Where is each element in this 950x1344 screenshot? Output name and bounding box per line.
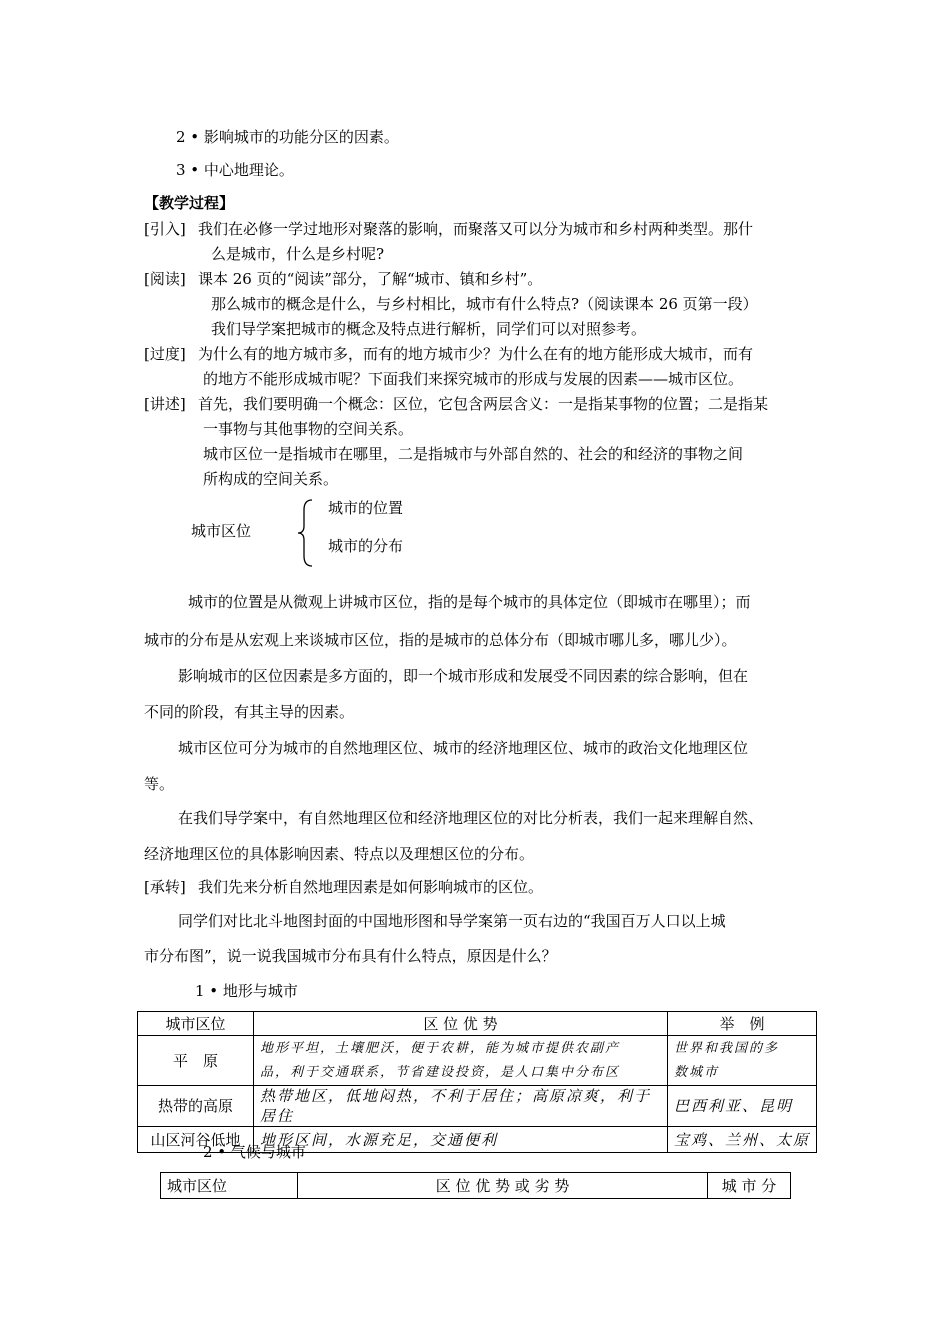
- brace-branch-position: 城市的位置: [328, 499, 404, 517]
- intro-line-2: 么是城市，什么是乡村呢?: [211, 245, 385, 263]
- lecture-line-2: 一事物与其他事物的空间关系。: [203, 420, 414, 438]
- table-header-cell: 城 市 分: [708, 1173, 791, 1199]
- table-header-cell: 举 例: [668, 1012, 817, 1036]
- paragraph-4-line-2: 经济地理区位的具体影响因素、特点以及理想区位的分布。: [144, 845, 535, 863]
- paragraph-2-line-2: 不同的阶段，有其主导的因素。: [144, 703, 355, 721]
- example-line: 数城市: [674, 1064, 720, 1080]
- table-cell-example: 巴西利亚、昆明: [668, 1086, 817, 1127]
- paragraph-3-line-2: 等。: [144, 775, 175, 793]
- turn-line-1: 我们先来分析自然地理因素是如何影响城市的区位。: [198, 878, 544, 896]
- climate-city-table: [160, 1172, 791, 1199]
- advantage-line: 地形平坦，土壤肥沃，便于农耕，能为城市提供农副产: [260, 1040, 621, 1056]
- table-cell-example: [668, 1036, 817, 1086]
- list-item-3: 3 • 中心地理论。: [176, 161, 294, 179]
- tag-read: [阅读]: [144, 270, 186, 288]
- table-header-cell: 城市区位: [161, 1173, 298, 1199]
- table-cell-advantage: 地形区间，水源充足，交通便利: [254, 1127, 668, 1153]
- list-item-2: 2 • 影响城市的功能分区的因素。: [176, 128, 399, 146]
- terrain-city-table: [137, 1011, 817, 1153]
- paragraph-5-line-2: 市分布图”，说一说我国城市分布具有什么特点，原因是什么？: [144, 947, 557, 965]
- paragraph-3-line-1: 城市区位可分为城市的自然地理区位、城市的经济地理区位、城市的政治文化地理区位: [178, 739, 749, 757]
- table-cell-location: 山区河谷低地: [138, 1127, 254, 1153]
- paragraph-1-line-2: 城市的分布是从宏观上来谈城市区位，指的是城市的总体分布（即城市哪儿多，哪儿少）。: [144, 631, 737, 649]
- table-2-title: 2 • 气候与城市: [203, 1143, 306, 1161]
- table-header-cell: 城市区位: [138, 1012, 254, 1036]
- tag-transition: [过度]: [144, 345, 186, 363]
- table-cell-advantage: 热带地区，低地闷热，不利于居住；高原凉爽，利于居住: [254, 1086, 668, 1127]
- lecture-line-4: 所构成的空间关系。: [203, 470, 339, 488]
- section-heading: 【教学过程】: [144, 194, 235, 212]
- read-line-1: 课本 26 页的“阅读”部分，了解“城市、镇和乡村”。: [198, 270, 543, 288]
- table-header-cell: 区 位 优 势 或 劣 势: [298, 1173, 708, 1199]
- tag-turn: [承转]: [144, 878, 186, 896]
- table-header-row: [161, 1173, 791, 1199]
- tag-lecture: [讲述]: [144, 395, 186, 413]
- table-row: [138, 1036, 817, 1086]
- transition-line-1: 为什么有的地方城市多，而有的地方城市少？为什么在有的地方能形成大城市，而有: [198, 345, 754, 363]
- lecture-line-3: 城市区位一是指城市在哪里，二是指城市与外部自然的、社会的和经济的事物之间: [203, 445, 744, 463]
- table-cell-example: 宝鸡、兰州、太原: [668, 1127, 817, 1153]
- paragraph-5-line-1: 同学们对比北斗地图封面的中国地形图和导学案第一页右边的“我国百万人口以上城: [178, 912, 726, 930]
- table-cell-advantage: [254, 1036, 668, 1086]
- table-header-cell: 区 位 优 势: [254, 1012, 668, 1036]
- curly-brace-icon: [296, 498, 316, 568]
- table-header-row: [138, 1012, 817, 1036]
- tag-intro: [引入]: [144, 220, 186, 238]
- paragraph-4-line-1: 在我们导学案中，有自然地理区位和经济地理区位的对比分析表，我们一起来理解自然、: [178, 809, 764, 827]
- paragraph-2-line-1: 影响城市的区位因素是多方面的，即一个城市形成和发展受不同因素的综合影响，但在: [178, 667, 749, 685]
- table-cell-location: 热带的高原: [138, 1086, 254, 1127]
- table-1-title: 1 • 地形与城市: [195, 982, 298, 1000]
- advantage-line: 品，利于交通联系，节省建设投资，是人口集中分布区: [260, 1064, 621, 1080]
- example-line: 世界和我国的多: [674, 1040, 780, 1056]
- read-line-3: 我们导学案把城市的概念及特点进行解析，同学们可以对照参考。: [211, 320, 647, 338]
- transition-line-2: 的地方不能形成城市呢？下面我们来探究城市的形成与发展的因素——城市区位。: [203, 370, 744, 388]
- brace-branch-distribution: 城市的分布: [328, 537, 404, 555]
- paragraph-1-line-1: 城市的位置是从微观上讲城市区位，指的是每个城市的具体定位（即城市在哪里）；而: [188, 593, 751, 611]
- table-row: [138, 1086, 817, 1127]
- intro-line-1: 我们在必修一学过地形对聚落的影响，而聚落又可以分为城市和乡村两种类型。那什: [198, 220, 754, 238]
- read-line-2: 那么城市的概念是什么，与乡村相比，城市有什么特点?（阅读课本 26 页第一段）: [211, 295, 758, 313]
- brace-root-label: 城市区位: [191, 522, 252, 540]
- lecture-line-1: 首先，我们要明确一个概念：区位，它包含两层含义：一是指某事物的位置；二是指某: [198, 395, 769, 413]
- table-cell-location: 平 原: [138, 1036, 254, 1086]
